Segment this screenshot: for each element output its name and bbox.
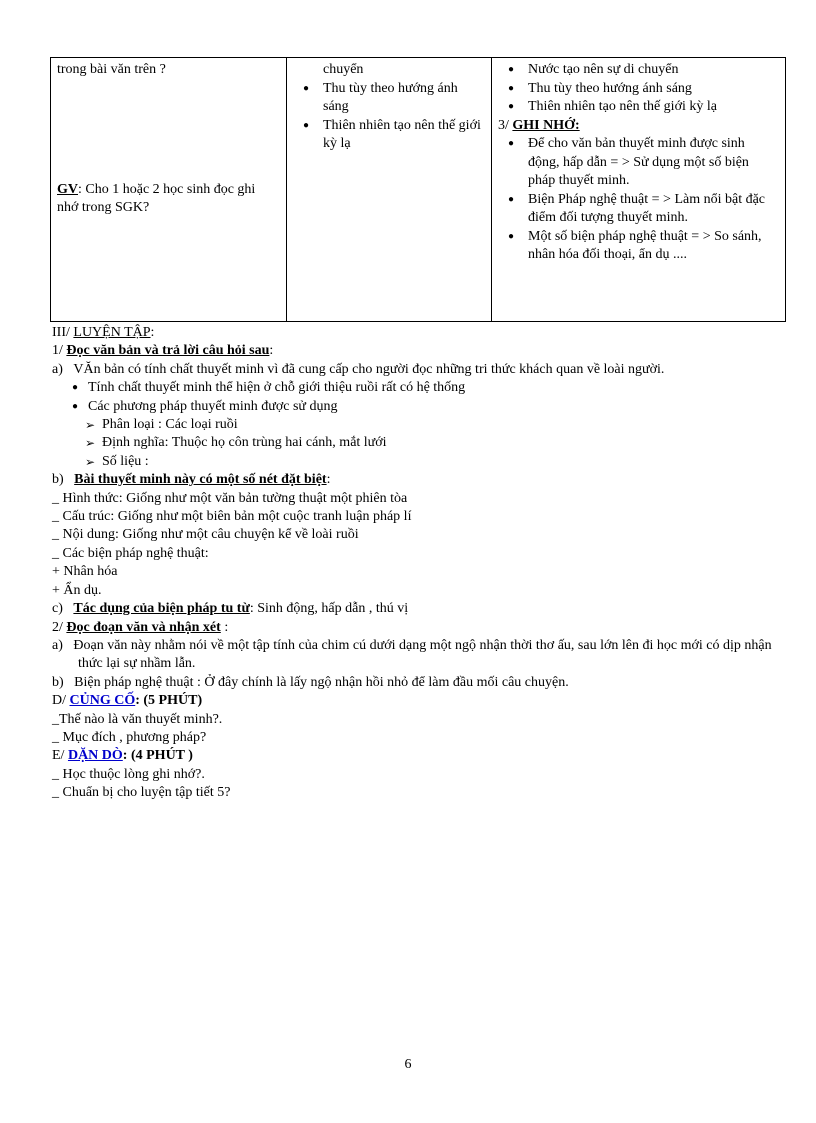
teacher-activity-cell <box>51 58 287 322</box>
text-line: _Thế nào là văn thuyết minh?. <box>52 711 223 727</box>
section-number: E/ <box>52 748 68 764</box>
question-heading <box>52 619 787 637</box>
question-title: Đọc đoạn văn và nhận xét <box>66 619 221 635</box>
list-item: ● Thu tùy theo hướng ánh sáng <box>498 80 779 99</box>
section-title: LUYỆN TẬP <box>73 325 151 340</box>
colon: : <box>220 619 229 635</box>
colon: : <box>150 325 155 340</box>
answer-text: Biện pháp nghệ thuật : Ở đây chính là lấy ngộ nhận hồi nhỏ để làm đầu mối câu chuyện. <box>74 674 569 690</box>
text-line: _ Các biện pháp nghệ thuật: <box>52 545 209 561</box>
section-title: DẶN DÒ <box>67 748 123 764</box>
text-line: _ Nội dung: Giống như một câu chuyện kể về loài ruồi <box>52 527 359 543</box>
table-row <box>51 58 786 322</box>
text-line: _ Cấu trúc: Giống như một biên bản một cuộc tranh luận pháp lí <box>52 509 412 525</box>
item-label: a) <box>52 637 63 653</box>
gv-instruction <box>57 181 280 218</box>
notes-list <box>498 135 779 265</box>
list-item: chuyển <box>323 62 364 77</box>
student-list <box>293 61 485 154</box>
list-item: ● Một số biện pháp nghệ thuật = > So sánh, nhân hóa đối thoại, ẩn dụ .... <box>498 228 779 265</box>
question-text: trong bài văn trên ? <box>57 62 166 77</box>
ghi-nho-number: 3/ <box>498 117 513 133</box>
section-heading <box>52 747 787 765</box>
gv-text: : Cho 1 hoặc 2 học sinh đọc ghi nhớ trong SGK? <box>57 181 256 215</box>
ghi-nho-heading <box>498 117 779 136</box>
section-heading <box>52 692 787 710</box>
answer-title: Bài thuyết minh này có một số nét đặt biệt <box>74 472 327 488</box>
list-item: ➢ Định nghĩa: Thuộc họ côn trùng hai cánh, mắt lưới <box>52 434 787 452</box>
list-item: ➢ Phân loại : Các loại ruồi <box>52 416 787 434</box>
text-line: + Nhân hóa <box>52 564 118 580</box>
answer-text: : Sinh động, hấp dẫn , thú vị <box>249 601 409 617</box>
list-item: ● Nước tạo nên sự di chuyển <box>498 61 779 80</box>
colon: : <box>269 343 274 359</box>
answer-b-heading <box>52 471 787 489</box>
list-item: ● Để cho văn bản thuyết minh được sinh động, hấp dẫn = > Sử dụng một số biện pháp thuyết minh. <box>498 135 779 191</box>
question-heading <box>52 342 787 360</box>
lesson-table <box>50 57 786 322</box>
text-line: _ Học thuộc lòng ghi nhớ?. <box>52 766 205 782</box>
list-item: ➢ Số liệu : <box>52 453 787 471</box>
question-number: 1/ <box>52 343 67 359</box>
list-item: ● Thiên nhiên tạo nên thế giới kỳ lạ <box>498 98 779 117</box>
section-title: CỦNG CỐ <box>69 693 136 709</box>
list-item: ● Biện Pháp nghệ thuật = > Làm nổi bật đặc điểm đối tượng thuyết minh. <box>498 191 779 228</box>
list-item: ● Thiên nhiên tạo nên thế giới kỳ lạ <box>293 117 485 154</box>
section-heading <box>52 324 787 342</box>
item-label: b) <box>52 674 64 690</box>
section-number: III/ <box>52 325 74 340</box>
answer-c <box>52 600 787 618</box>
text-line: _ Chuẩn bị cho luyện tập tiết 5? <box>52 785 231 801</box>
section-time: : (4 PHÚT ) <box>122 748 193 764</box>
answer-text: Đoạn văn này nhằm nói về một tập tính của chim cú dưới dạng một ngộ nhận thời thơ ấu, sau lớn lên đi học mới có dịp nhận thức lại sự nhầm lẫn. <box>73 637 772 672</box>
section-number: D/ <box>52 693 70 709</box>
ghi-nho-label: GHI NHỚ: <box>512 117 580 133</box>
answer-title: Tác dụng của biện pháp tu từ <box>73 601 250 617</box>
content-list <box>498 61 779 117</box>
section-time: : (5 PHÚT) <box>135 693 203 709</box>
answer-2a <box>52 637 787 674</box>
list-item: ● Các phương pháp thuyết minh được sử dụng <box>52 398 787 416</box>
text-line: _ Hình thức: Giống như một văn bản tường thuật một phiên tòa <box>52 490 408 506</box>
gv-label: GV <box>57 181 78 197</box>
text-line: _ Mục đích , phương pháp? <box>52 729 207 745</box>
student-activity-cell <box>287 58 492 322</box>
lesson-body <box>52 324 787 803</box>
item-label: c) <box>52 601 63 617</box>
answer-a <box>52 361 787 379</box>
list-item: ● Thu tùy theo hướng ánh sáng <box>293 80 485 117</box>
item-label: a) <box>52 361 63 377</box>
item-label: b) <box>52 472 64 488</box>
answer-2b <box>52 674 787 692</box>
colon: : <box>326 472 331 488</box>
answer-text: VĂn bản có tính chất thuyết minh vì đã cung cấp cho người đọc những tri thức khách quan về loài người. <box>73 361 665 377</box>
text-line: + Ẩn dụ. <box>52 582 102 598</box>
question-title: Đọc văn bản và trả lời câu hỏi sau <box>66 343 270 359</box>
content-cell <box>492 58 786 322</box>
question-number: 2/ <box>52 619 67 635</box>
page-number: 6 <box>404 1057 412 1072</box>
list-item: ● Tính chất thuyết minh thể hiện ở chỗ giới thiệu ruồi rất có hệ thống <box>52 379 787 397</box>
